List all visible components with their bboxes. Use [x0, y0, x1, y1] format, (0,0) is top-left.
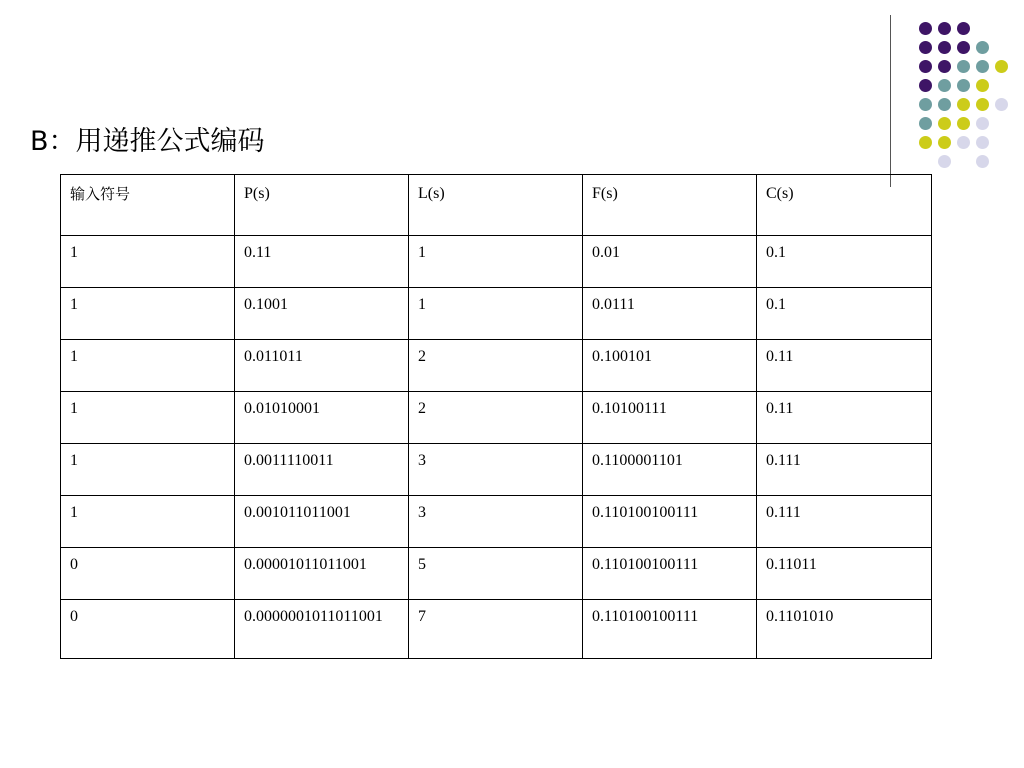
table-row: [61, 496, 932, 548]
table-row: [61, 444, 932, 496]
cell-f: 0.01: [583, 236, 757, 288]
header-c: C(s): [757, 175, 932, 236]
encoding-table: [60, 174, 932, 659]
cell-c: 0.111: [757, 496, 932, 548]
cell-f: 0.110100100111: [583, 548, 757, 600]
decorative-vertical-line: [890, 15, 891, 187]
decorative-dot: [938, 98, 951, 111]
cell-f: 0.100101: [583, 340, 757, 392]
decorative-dot: [938, 60, 951, 73]
table-row: [61, 548, 932, 600]
table-row: [61, 600, 932, 659]
cell-input-symbol: 1: [61, 444, 235, 496]
cell-f: 0.110100100111: [583, 600, 757, 659]
cell-c: 0.111: [757, 444, 932, 496]
cell-input-symbol: 1: [61, 288, 235, 340]
cell-input-symbol: 0: [61, 548, 235, 600]
table-row: [61, 340, 932, 392]
cell-c: 0.1: [757, 288, 932, 340]
cell-l: 1: [409, 236, 583, 288]
cell-input-symbol: 1: [61, 392, 235, 444]
decorative-dot: [919, 98, 932, 111]
cell-input-symbol: 1: [61, 340, 235, 392]
cell-f: 0.110100100111: [583, 496, 757, 548]
decorative-dot: [957, 136, 970, 149]
decorative-dot: [976, 79, 989, 92]
header-input-symbol: 输入符号: [61, 175, 235, 236]
cell-p: 0.001011011001: [235, 496, 409, 548]
cell-p: 0.00001011011001: [235, 548, 409, 600]
table-row: [61, 392, 932, 444]
cell-l: 2: [409, 340, 583, 392]
cell-l: 2: [409, 392, 583, 444]
decorative-dot: [919, 136, 932, 149]
cell-l: 3: [409, 444, 583, 496]
cell-p: 0.011011: [235, 340, 409, 392]
slide-title: B：用递推公式编码: [30, 126, 265, 157]
decorative-dot: [957, 41, 970, 54]
header-p: P(s): [235, 175, 409, 236]
header-f: F(s): [583, 175, 757, 236]
cell-c: 0.11011: [757, 548, 932, 600]
decorative-dot: [919, 117, 932, 130]
decorative-dot: [976, 98, 989, 111]
cell-f: 0.10100111: [583, 392, 757, 444]
decorative-dot: [938, 117, 951, 130]
decorative-dot: [938, 155, 951, 168]
decorative-dot: [976, 60, 989, 73]
cell-f: 0.0111: [583, 288, 757, 340]
decorative-dot: [957, 79, 970, 92]
decorative-dot: [976, 136, 989, 149]
decorative-dot: [938, 22, 951, 35]
cell-l: 1: [409, 288, 583, 340]
cell-input-symbol: 1: [61, 236, 235, 288]
decorative-dot: [995, 60, 1008, 73]
decorative-dot: [957, 98, 970, 111]
decorative-dot: [919, 60, 932, 73]
cell-c: 0.11: [757, 340, 932, 392]
cell-l: 5: [409, 548, 583, 600]
decorative-dot: [919, 22, 932, 35]
cell-p: 0.0000001011011001: [235, 600, 409, 659]
decorative-dot: [995, 98, 1008, 111]
cell-p: 0.1001: [235, 288, 409, 340]
decorative-dot: [976, 41, 989, 54]
decorative-dot: [957, 22, 970, 35]
decorative-dot: [938, 79, 951, 92]
decorative-dot: [938, 41, 951, 54]
cell-input-symbol: 1: [61, 496, 235, 548]
cell-p: 0.01010001: [235, 392, 409, 444]
decorative-dot: [957, 60, 970, 73]
cell-c: 0.1101010: [757, 600, 932, 659]
header-l: L(s): [409, 175, 583, 236]
table-row: [61, 288, 932, 340]
decorative-dot: [976, 117, 989, 130]
decorative-dot: [919, 79, 932, 92]
decorative-dot: [938, 136, 951, 149]
cell-c: 0.11: [757, 392, 932, 444]
table-row: [61, 236, 932, 288]
table-header-row: [61, 175, 932, 236]
decorative-dot: [957, 117, 970, 130]
cell-p: 0.0011110011: [235, 444, 409, 496]
cell-f: 0.1100001101: [583, 444, 757, 496]
cell-input-symbol: 0: [61, 600, 235, 659]
decorative-dot: [919, 41, 932, 54]
cell-l: 3: [409, 496, 583, 548]
cell-l: 7: [409, 600, 583, 659]
cell-p: 0.11: [235, 236, 409, 288]
decorative-dot: [976, 155, 989, 168]
cell-c: 0.1: [757, 236, 932, 288]
